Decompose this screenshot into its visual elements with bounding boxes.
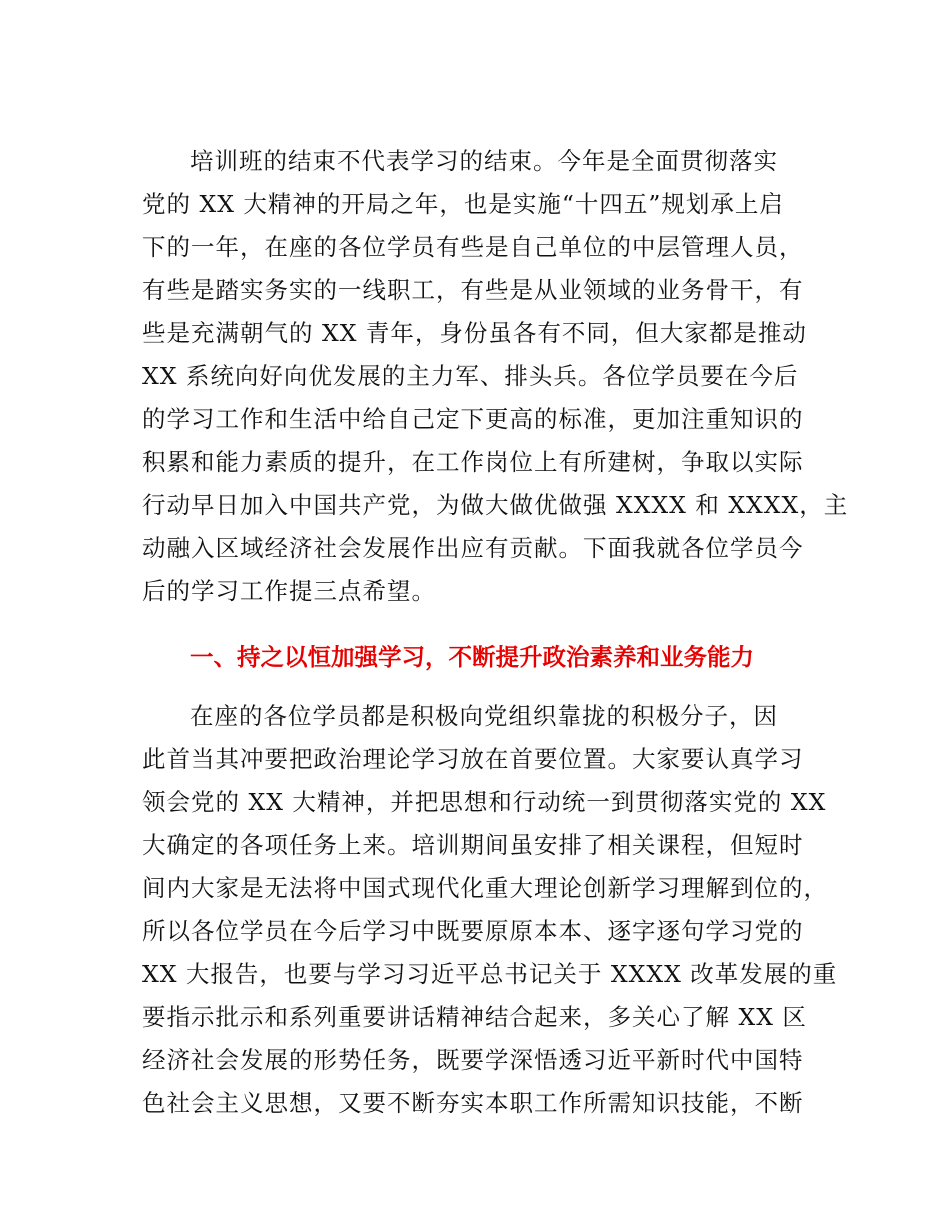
text-line: 的学习工作和生活中给自己定下更高的标准，更加注重知识的	[142, 405, 804, 433]
text-line: 色社会主义思想，又要不断夯实本职工作所需知识技能，不断	[142, 1089, 804, 1117]
text-line: 要指示批示和系列重要讲话精神结合起来，多关心了解 XX 区	[142, 1003, 807, 1031]
text-line: 行动早日加入中国共产党，为做大做优做强 XXXX 和 XXXX，主	[142, 491, 849, 519]
text-line: XX 大报告，也要与学习习近平总书记关于 XXXX 改革发展的重	[142, 960, 838, 988]
text-line: 些是充满朝气的 XX 青年，身份虽各有不同，但大家都是推动	[142, 319, 807, 347]
section-heading-1: 一、持之以恒加强学习，不断提升政治素养和业务能力	[190, 643, 754, 671]
text-line: 间内大家是无法将中国式现代化重大理论创新学习理解到位的，	[142, 874, 828, 902]
text-line: 领会党的 XX 大精神，并把思想和行动统一到贯彻落实党的 XX	[142, 788, 827, 816]
text-line: 积累和能力素质的提升，在工作岗位上有所建树，争取以实际	[142, 448, 804, 476]
text-line: 后的学习工作提三点希望。	[142, 577, 436, 605]
text-line: 动融入区域经济社会发展作出应有贡献。下面我就各位学员今	[142, 534, 804, 562]
text-line: 党的 XX 大精神的开局之年，也是实施“十四五”规划承上启	[142, 190, 784, 218]
text-line: 大确定的各项任务上来。培训期间虽安排了相关课程，但短时	[142, 831, 804, 859]
text-line: 培训班的结束不代表学习的结束。今年是全面贯彻落实	[190, 147, 778, 175]
text-line: 在座的各位学员都是积极向党组织靠拢的积极分子，因	[190, 702, 778, 730]
text-line: 所以各位学员在今后学习中既要原原本本、逐字逐句学习党的	[142, 917, 804, 945]
text-line: 经济社会发展的形势任务，既要学深悟透习近平新时代中国特	[142, 1046, 804, 1074]
text-line: XX 系统向好向优发展的主力军、排头兵。各位学员要在今后	[142, 362, 799, 390]
text-line: 此首当其冲要把政治理论学习放在首要位置。大家要认真学习	[142, 745, 804, 773]
text-line: 有些是踏实务实的一线职工，有些是从业领域的业务骨干，有	[142, 276, 804, 304]
text-line: 下的一年，在座的各位学员有些是自己单位的中层管理人员，	[142, 233, 804, 261]
